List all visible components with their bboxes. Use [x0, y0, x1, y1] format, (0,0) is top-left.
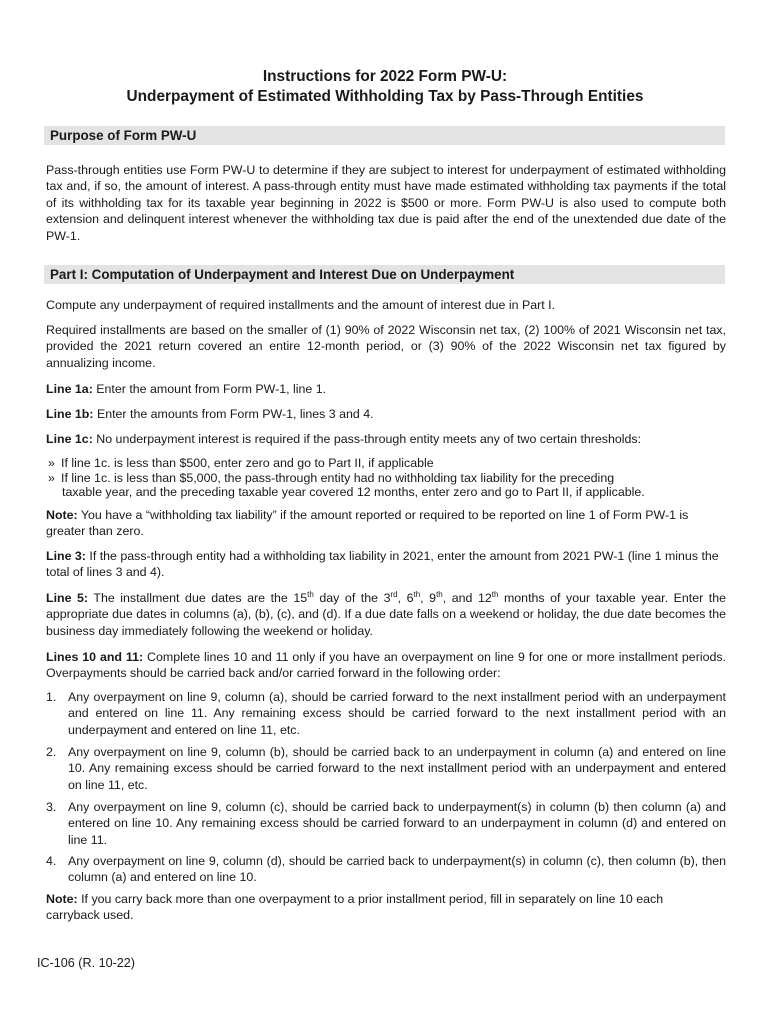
item-text: Any overpayment on line 9, column (b), should be carried back to an underpayment in column (a) and entered on line 10. Any remaining excess should be carried forward to the next installment period with an underpayment and entered on line 11, etc.	[68, 745, 726, 792]
line-3-instruction	[46, 548, 726, 581]
line-1b-text: Enter the amounts from Form PW-1, lines 3 and 4.	[93, 407, 374, 421]
note-label: Note:	[46, 508, 78, 522]
item-number: 1.	[46, 690, 57, 704]
line-5-text: , 6	[397, 591, 414, 605]
ordinal-suffix: th	[436, 590, 443, 599]
note-withholding-liability	[46, 507, 726, 540]
item-text: Any overpayment on line 9, column (c), should be carried back to underpayment(s) in column (b) then column (a) and entered on line 10. Any remaining excess should be carried forward to an underpayment in column (d) and entered on line 11.	[68, 800, 726, 847]
line-1c-instruction	[46, 431, 726, 447]
line-5-text: months of your taxable year. Enter the appropriate due dates in columns (a), (b), (c), and (d). If a due date falls on a weekend or holiday, the due date becomes the business day immediately following the weekend or holiday.	[46, 591, 727, 638]
ordinal-suffix: th	[413, 590, 421, 599]
purpose-paragraph: Pass-through entities use Form PW-U to determine if they are subject to interest for underpayment of estimated withholding tax and, if so, the amount of interest. A pass-through entity must have made estimated withholding tax payments if the total of its withholding tax for its taxable year beginning in 2022 is $500 or more. Form PW-U is also used to compute both extension and delinquent interest whenever the withholding tax due is paid after the end of the unextended due date of the PW-1.	[46, 163, 726, 243]
line-5-text: day of the 3	[313, 591, 391, 605]
lines-10-11-text: Complete lines 10 and 11 only if you have an overpayment on line 9 for one or more installment periods. Overpayments should be carried back and/or carried forward in the following order:	[46, 650, 726, 681]
title-line-1: Instructions for 2022 Form PW-U:	[262, 68, 508, 85]
item-number: 2.	[46, 745, 57, 759]
bullet-glyph: »	[48, 456, 55, 470]
bullet-text: If line 1c. is less than $500, enter zero and go to Part II, if applicable	[61, 456, 434, 470]
line-1b-instruction	[46, 406, 726, 422]
lines-10-11-label: Lines 10 and 11:	[46, 650, 144, 664]
line-1b-label: Line 1b:	[46, 407, 94, 421]
list-item	[46, 744, 726, 793]
document-title	[0, 67, 770, 107]
list-item	[46, 689, 726, 738]
note-text: If you carry back more than one overpayment to a prior installment period, fill in separately on line 10 each carryback used.	[46, 892, 664, 923]
note-label: Note:	[46, 892, 78, 906]
item-text: Any overpayment on line 9, column (d), should be carried back to underpayment(s) in column (c), then column (b), then column (a) and entered on line 10.	[68, 854, 726, 885]
list-item	[46, 799, 726, 848]
ordinal-suffix: th	[307, 590, 314, 599]
title-line-2: Underpayment of Estimated Withholding Tax by Pass-Through Entities	[126, 88, 644, 105]
line-5-text: The installment due dates are the 15	[88, 591, 308, 605]
line-5-instruction	[46, 590, 726, 639]
bullet-glyph: »	[48, 471, 55, 485]
list-item	[48, 471, 726, 499]
lines-10-11-instruction	[46, 649, 726, 682]
bullet-text: If line 1c. is less than $5,000, the pass-through entity had no withholding tax liability for the preceding	[61, 471, 615, 485]
line-1c-label: Line 1c:	[46, 432, 93, 446]
ordinal-suffix: rd	[390, 590, 398, 599]
ordinal-suffix: th	[491, 590, 499, 599]
note-text: You have a “withholding tax liability” if the amount reported or required to be reported on line 1 of Form PW-1 is greater than zero.	[46, 508, 689, 539]
section-heading-part1: Part I: Computation of Underpayment and Interest Due on Underpayment	[44, 265, 725, 284]
line-5-text: , 9	[420, 591, 437, 605]
section-heading-purpose: Purpose of Form PW-U	[44, 126, 725, 145]
note-carryback	[46, 891, 706, 924]
line-5-label: Line 5:	[46, 591, 89, 605]
list-item	[46, 853, 726, 886]
item-text: Any overpayment on line 9, column (a), should be carried forward to the next installment period with an underpayment and entered on line 11. Any remaining excess should be carried forward to the next installment period with an underpayment and entered on line 11, etc.	[68, 690, 726, 737]
line-1a-text: Enter the amount from Form PW-1, line 1.	[92, 382, 327, 396]
line-1a-instruction	[46, 381, 726, 397]
item-number: 4.	[46, 854, 57, 868]
line-5-text: , and 12	[442, 591, 492, 605]
required-installments-paragraph: Required installments are based on the smaller of (1) 90% of 2022 Wisconsin net tax, (2) 100% of 2021 Wisconsin net tax, provided the 2021 return covered an entire 12-month period, or (3) 90% of the 2022 Wisconsin net tax figured by annualizing income.	[46, 323, 726, 370]
item-number: 3.	[46, 800, 57, 814]
form-number-footer: IC-106 (R. 10-22)	[37, 956, 135, 970]
line-3-label: Line 3:	[46, 549, 86, 563]
line-3-text: If the pass-through entity had a withholding tax liability in 2021, enter the amount from 2021 PW-1 (line 1 minus the total of lines 3 and 4).	[46, 549, 719, 580]
bullet-continuation: taxable year, and the preceding taxable year covered 12 months, enter zero and go to Part II, if applicable.	[62, 485, 645, 499]
part1-intro: Compute any underpayment of required installments and the amount of interest due in Part I.	[46, 298, 555, 312]
line-1a-label: Line 1a:	[46, 382, 93, 396]
list-item	[48, 455, 726, 471]
line-1c-text: No underpayment interest is required if the pass-through entity meets any of two certain thresholds:	[92, 432, 642, 446]
